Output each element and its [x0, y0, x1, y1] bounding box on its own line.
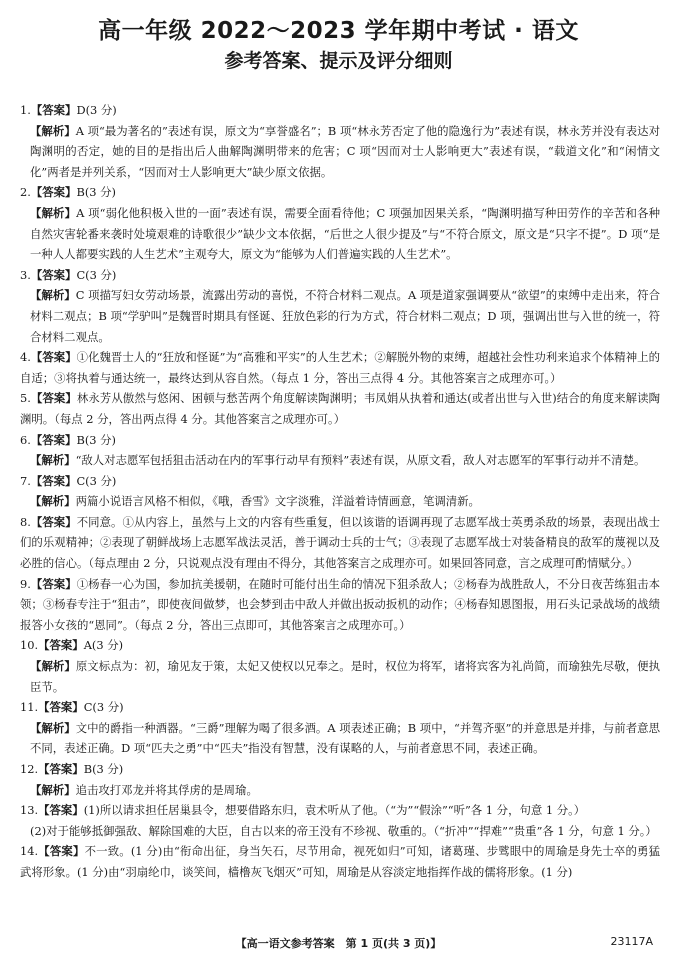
question-14 — [20, 841, 660, 882]
question-number: 14. — [20, 844, 39, 859]
answer-label: 【答案】 — [30, 432, 77, 447]
question-8 — [20, 512, 660, 574]
answer-text: B(3 分) — [76, 185, 116, 200]
answer-text: B(3 分) — [76, 432, 116, 447]
analysis-text: 两篇小说语言风格不相似，《哦，香雪》文字淡雅，洋溢着诗情画意，笔调清新。 — [75, 494, 480, 509]
answer-list — [20, 100, 660, 883]
question-7 — [20, 471, 660, 512]
question-3 — [20, 265, 660, 347]
question-4 — [20, 347, 660, 388]
answer-text: C(3 分) — [76, 473, 117, 488]
answer-label: 【答案】 — [30, 350, 77, 365]
analysis-label: 【解析】 — [30, 453, 76, 468]
answer-label: 【答案】 — [38, 638, 84, 653]
answer-label: 【答案】 — [38, 803, 84, 818]
question-number: 10. — [20, 638, 39, 653]
analysis-label: 【解析】 — [30, 659, 76, 674]
answer-label: 【答案】 — [30, 391, 77, 406]
answer-text-part-2: (2)对于能够抵御强敌、解除国难的大臣，自古以来的帝王没有不珍视、敬重的。（“折冲”“捍难”“贵重”各 1 分，句意 1 分。） — [30, 823, 657, 838]
question-number: 12. — [20, 762, 39, 776]
answer-label: 【答案】 — [30, 514, 77, 529]
answer-label: 【答案】 — [38, 700, 84, 715]
footer-paper-code: 23117A — [610, 935, 653, 948]
question-number: 11. — [20, 700, 39, 715]
question-number: 1. — [20, 103, 31, 117]
question-number: 8. — [20, 514, 31, 529]
page-subtitle: 参考答案、提示及评分细则 — [224, 50, 453, 72]
answer-label: 【答案】 — [38, 844, 85, 859]
analysis-text: A 项“弱化他积极入世的一面”表述有误，需要全面看待他；C 项强加因果关系，“陶渊明描写种田劳作的辛苦和各种自然灾害轮番来袭时处境艰难的诗歌很少”缺少文本依据，“后世之人很少提及”与“不符合原文，原文是“只字不提”。D 项“是一种人人都要实践的人生艺术”主观夸大，原文为“能够为人们普遍实践的人生艺术”。 — [30, 205, 660, 262]
answer-text: ①化魏晋士人的“狂放和怪诞”为“高雅和平实”的人生艺术；②解脱外物的束缚，超越社会性功利来追求个体精神上的自适；③将执着与通达统一，最终达到从容自然。（每点 1 分，答出三点得 4 分。其他答案言之成理亦可。） — [20, 350, 660, 385]
question-5 — [20, 388, 660, 429]
analysis-label: 【解析】 — [30, 720, 76, 735]
analysis-text: 文中的爵指一种酒器。“三爵”理解为喝了很多酒。A 项表述正确；B 项中，“并驾齐驱”的并意思是并排，与前者意思不同，表述正确。D 项“匹夫之勇”中“匹夫”指没有智慧，没有谋略的人，与前者意思不同，表述正确。 — [30, 720, 660, 756]
answer-label: 【答案】 — [38, 762, 84, 776]
question-number: 3. — [20, 267, 31, 282]
page-title: 高一年级 2022～2023 学年期中考试 · 语文 — [98, 18, 579, 44]
answer-text: B(3 分) — [83, 762, 124, 776]
analysis-text: 追击攻打邓龙并将其俘虏的是周瑜。 — [75, 782, 258, 797]
question-11 — [20, 697, 660, 759]
answer-label: 【答案】 — [30, 473, 77, 488]
analysis-label: 【解析】 — [30, 288, 76, 303]
answer-text: 林永芳从傲然与悠闲、困顿与愁苦两个角度解读陶渊明；韦凤娟从执着和通达(或者出世与入世)结合的角度来解读陶渊明。（每点 2 分，答出两点得 4 分。其他答案言之成理亦可。） — [20, 391, 660, 426]
answer-label: 【答案】 — [30, 185, 77, 200]
question-number: 13. — [20, 803, 39, 818]
question-number: 2. — [20, 185, 31, 200]
answer-text: ①杨春一心为国，参加抗美援朝，在随时可能付出生命的情况下狙杀敌人；②杨春为战胜敌人，不分日夜苦练狙击本领；③杨春专注于“狙击”，即使夜间做梦，也会梦到击中敌人并做出扳动扳机的动作；④杨春知恩图报，用石头记录战场的战绩报答小女孩的“恩同”。（每点 2 分，答出三点即可，其他答案言之成理亦可。） — [20, 576, 660, 632]
question-6 — [20, 430, 660, 471]
answer-label: 【答案】 — [30, 267, 77, 282]
answer-label: 【答案】 — [30, 576, 77, 591]
question-1 — [20, 100, 660, 182]
footer-page-info: 【高一语文参考答案 第 1 页(共 3 页)】 — [235, 937, 442, 950]
analysis-label: 【解析】 — [30, 494, 76, 509]
analysis-label: 【解析】 — [30, 123, 76, 138]
analysis-label: 【解析】 — [30, 782, 76, 797]
answer-text: C(3 分) — [83, 700, 124, 715]
page-footer — [0, 935, 677, 955]
answer-text: D(3 分) — [76, 103, 117, 117]
question-number: 5. — [20, 391, 31, 406]
answer-text: 不同意。①从内容上，虽然与上文的内容有些重复，但以该谐的语调再现了志愿军战士英勇杀敌的场景，表现出战士们的乐观精神；②表现了朝鲜战场上志愿军战法灵活，善于调动士兵的士气；③表现了志愿军战士对装备精良的敌军的蔑视以及必胜的信心。（每点理由 2 分，只说观点没有理由不得分，其他答案言之成理亦可。如果回答同意，言之成理可酌情赋分。） — [20, 514, 660, 571]
question-10 — [20, 635, 660, 697]
answer-text: 不一致。(1 分)由“衔命出征，身当矢石，尽节用命，视死如归”可知，诸葛瑾、步骘眼中的周瑜是身先士卒的勇猛武将形象。(1 分)由“羽扇纶巾，谈笑间，樯橹灰飞烟灭”可知，周瑜是从容淡定地指挥作战的儒将形象。(1 分) — [20, 844, 660, 879]
question-number: 7. — [20, 473, 31, 488]
analysis-text: C 项描写妇女劳动场景，流露出劳动的喜悦，不符合材料二观点。A 项是道家强调要从“欲望”的束缚中走出来，符合材料二观点；B 项“学驴叫”是魏晋时期具有怪诞、狂放色彩的行为方式，符合材料二观点；D 项，强调出世与入世的统一，符合材料二观点。 — [30, 288, 660, 344]
analysis-text: 原文标点为：初，瑜见友于策，太妃又使权以兄奉之。是时，权位为将军，诸将宾客为礼尚简，而瑜独先尽敬，便执臣节。 — [30, 659, 660, 694]
question-9 — [20, 574, 660, 636]
answer-text: (1)所以请求担任居巢县令，想要借路东归，袁术听从了他。（“为”“假涂”“听”各 1 分，句意 1 分。） — [83, 803, 586, 818]
analysis-text: A 项“最为著名的”表述有误，原文为“享誉盛名”；B 项“林永芳否定了他的隐逸行为”表述有误，林永芳并没有表达对陶渊明的否定，她的目的是指出后人曲解陶渊明带来的危害；C 项“因而对士人影响更大”表述有误，“载道文化”和“闲情文化”两者是并列关系，“因而对士人影响更大”缺少原文依据。 — [30, 123, 660, 179]
question-number: 4. — [20, 350, 31, 365]
answer-label: 【答案】 — [30, 103, 77, 117]
answer-text: A(3 分) — [83, 638, 124, 653]
question-12 — [20, 759, 660, 800]
question-number: 6. — [20, 432, 31, 447]
question-13 — [20, 800, 660, 841]
question-2 — [20, 182, 660, 264]
analysis-text: “敌人对志愿军包括狙击活动在内的军事行动早有预料”表述有误，从原文看，敌人对志愿军的军事行动并不清楚。 — [75, 453, 646, 468]
analysis-label: 【解析】 — [30, 205, 77, 220]
question-number: 9. — [20, 576, 31, 591]
answer-text: C(3 分) — [76, 267, 117, 282]
